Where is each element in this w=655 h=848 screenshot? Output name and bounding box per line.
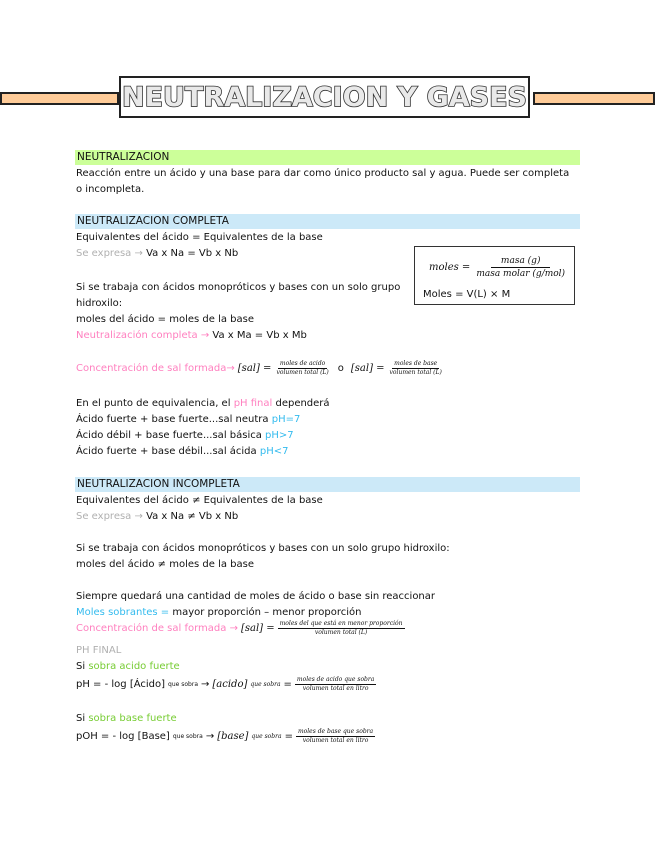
moles-lhs: moles = [429,262,471,273]
se-expresa-label: Se expresa → [76,248,143,259]
title-bar-left [0,92,119,105]
title-bar-right [533,92,655,105]
section-heading-incompleta: NEUTRALIZACION INCOMPLETA [75,477,580,492]
se-expresa-incompleta: Se expresa → Va x Na ≠ Vb x Nb [76,511,239,522]
case-fuerte-debil: Ácido fuerte + base débil...sal ácida pH<7 [76,446,289,457]
case-debil-fuerte: Ácido débil + base fuerte...sal básica pH>7 [76,430,294,441]
ph-intro: En el punto de equivalencia, el pH final dependerá [76,398,330,409]
se-expresa-formula: Va x Na = Vb x Nb [146,248,239,259]
moles-igual: moles del ácido = moles de la base [76,314,255,325]
se-expresa-completa [76,247,238,260]
case-fuerte-fuerte: Ácido fuerte + base fuerte...sal neutra pH=7 [76,414,301,425]
siempre-quedara: Siempre quedará una cantidad de moles de ácido o base sin reaccionar [76,591,436,602]
section-heading-completa: NEUTRALIZACION COMPLETA [75,214,580,229]
moles-sobrantes: Moles sobrantes = mayor proporción – menor proporción [76,607,362,618]
equivalentes-distinto: Equivalentes del ácido ≠ Equivalentes de la base [76,495,323,506]
concentracion-sal-completa: Concentración de sal formada→ [sal] = $\frac{\text{moles de acido}}{\text{volumen total (L)}}$ o [sal] = $\frac{\text{moles de base}}{\text{volumen total (L)}}$ [76,360,442,376]
monoproticos-completa: Si se trabaja con ácidos monopróticos y bases con un solo grupo hidroxilo: [76,282,401,309]
moles-num: masa (g) [491,255,551,268]
moles-formula-box [414,246,575,305]
si-sobra-base: Si sobra base fuerte [76,713,177,724]
ph-final-heading: PH FINAL [76,645,122,656]
poh-base-formula: pOH = - log [Base] que sobra → [base] que sobra = $\frac{\text{moles de base que sobra}}{\text{volumen total en litro}}$ [76,728,374,744]
equivalentes-igual: Equivalentes del ácido = Equivalentes de la base [76,232,323,243]
neutralizacion-definition: Reacción entre un ácido y una base para dar como único producto sal y agua. Puede ser completa o incompleta. [76,168,570,195]
ph-acido-formula: pH = - log [Ácido] que sobra → [acido] que sobra = $\frac{\text{moles de acido que sobra}}{\text{volumen total en litro}}$ [76,676,375,692]
moles-distinto: moles del ácido ≠ moles de la base [76,559,255,570]
section-heading-neutralizacion: NEUTRALIZACION [75,150,580,165]
moles-den: masa molar (g/mol) [476,269,566,279]
si-sobra-acido: Si sobra acido fuerte [76,661,180,672]
neutralizacion-completa-formula: Neutralización completa → Va x Ma = Vb x Mb [76,330,307,341]
moles-volume-formula: Moles = V(L) × M [423,289,511,300]
page-title: NEUTRALIZACION Y GASES [122,81,527,113]
monoproticos-incompleta: Si se trabaja con ácidos monopróticos y bases con un solo grupo hidroxilo: [76,543,450,554]
concentracion-sal-incompleta: Concentración de sal formada → [sal] = $\frac{\text{moles del que está en menor proporción}}{\text{volumen total (L)}}$ [76,620,403,636]
title-box [119,76,530,118]
